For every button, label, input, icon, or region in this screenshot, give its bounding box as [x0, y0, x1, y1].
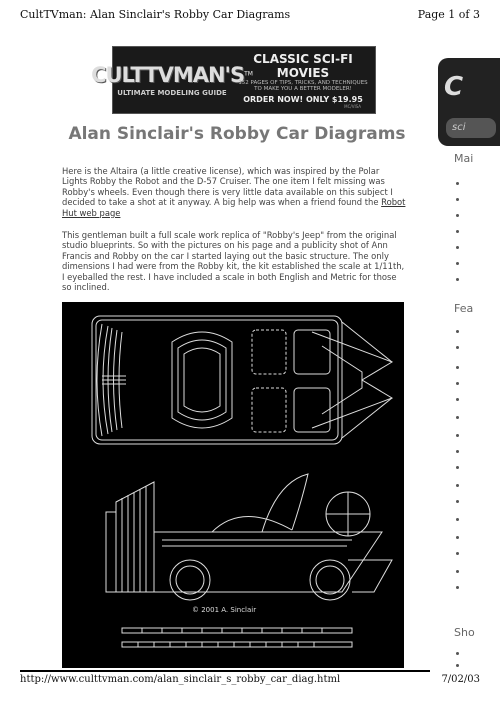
- list-bullet: [456, 450, 459, 453]
- list-bullet: [456, 466, 459, 469]
- page-number: Page 1 of 3: [417, 8, 480, 21]
- list-bullet: [456, 198, 459, 201]
- sidebar-logo[interactable]: [438, 58, 500, 146]
- page-title: CultTVman: Alan Sinclair's Robby Car Diagrams: [20, 8, 291, 21]
- list-bullet: [456, 366, 459, 369]
- banner-order: ORDER NOW! ONLY $19.95: [243, 94, 363, 104]
- banner-line-2: TO MAKE YOU A BETTER MODELER!: [254, 85, 352, 92]
- list-bullet: [456, 416, 459, 419]
- banner-logo-block: [91, 47, 253, 113]
- banner-headline: CLASSIC SCI-FI MOVIES: [253, 51, 353, 80]
- list-bullet: [456, 484, 459, 487]
- sidebar-heading-shop: Sho: [454, 626, 475, 639]
- car-diagram-drawing: [62, 302, 404, 668]
- list-bullet: [456, 500, 459, 503]
- list-bullet: [456, 382, 459, 385]
- banner-logo: CULTTVMAN'S™: [91, 63, 253, 87]
- list-bullet: [456, 346, 459, 349]
- car-diagram-image: [62, 302, 404, 668]
- ad-banner[interactable]: [91, 46, 376, 114]
- list-bullet: [456, 398, 459, 401]
- drawing-signature: © 2001 A. Sinclair: [192, 606, 257, 614]
- list-bullet: [456, 586, 459, 589]
- banner-line-1: 152 PAGES OF TIPS, TRICKS, AND TECHNIQUES: [238, 79, 368, 86]
- sidebar: [438, 40, 500, 680]
- list-bullet: [456, 182, 459, 185]
- list-bullet: [456, 214, 459, 217]
- list-bullet: [456, 434, 459, 437]
- print-date: 7/02/03: [441, 674, 480, 685]
- sidebar-logo-letter: C: [444, 72, 464, 102]
- page-url: http://www.culttvman.com/alan_sinclair_s_robby_car_diag.html: [20, 674, 341, 685]
- list-bullet: [456, 262, 459, 265]
- footer-rule: [20, 670, 430, 672]
- list-bullet: [456, 246, 459, 249]
- list-bullet: [456, 536, 459, 539]
- banner-small: MC/VISA: [344, 103, 361, 109]
- print-header: [20, 8, 480, 21]
- list-bullet: [456, 518, 459, 521]
- list-bullet: [456, 230, 459, 233]
- banner-text-block: [231, 47, 375, 113]
- robot-hut-link[interactable]: Robot Hut web page: [62, 197, 406, 218]
- banner-logo-sub: ULTIMATE MODELING GUIDE: [117, 89, 227, 97]
- list-bullet: [456, 278, 459, 281]
- sidebar-logo-tag: sci: [446, 118, 496, 138]
- print-footer: [20, 674, 480, 685]
- list-bullet: [456, 570, 459, 573]
- list-bullet: [456, 652, 459, 655]
- article-title: Alan Sinclair's Robby Car Diagrams: [68, 124, 406, 144]
- list-bullet: [456, 552, 459, 555]
- list-bullet: [456, 330, 459, 333]
- paragraph-2: This gentleman built a full scale work replica of "Robby's Jeep" from the original studio blueprints. So with the pictures on his page and a publicity shot of Ann Francis and Robby on the car I started laying out the basic structure. The only dimensions I had were from the Robby kit, the kit established the scale at 1/11th, I eyeballed the rest. I have included a scale in both English and Metric for those so inclined.: [62, 230, 405, 293]
- sidebar-heading-main: Mai: [454, 152, 474, 165]
- paragraph-1: Here is the Altaira (a little creative license), which was inspired by the Polar Lights Robby the Robot and the D-57 Cruiser. The one item I felt missing was Robby's wheels. Even though there is very little data available on this subject I decided to take a shot at it anyway. A big help was when a friend found the Robot Hut web page: [62, 166, 406, 218]
- list-bullet: [456, 664, 459, 667]
- sidebar-heading-features: Fea: [454, 302, 474, 315]
